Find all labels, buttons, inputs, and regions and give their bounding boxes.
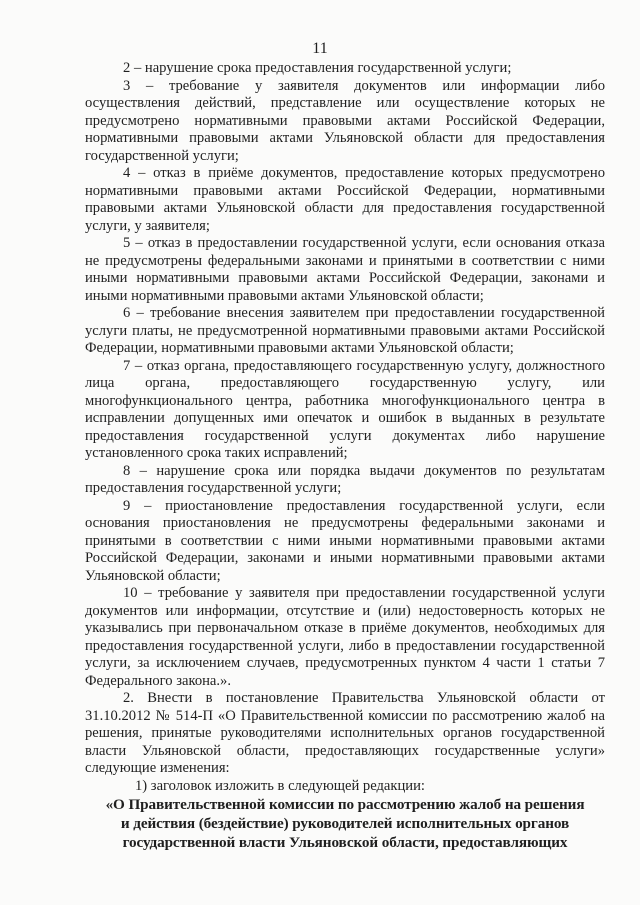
list-item-7: 7 – отказ органа, предоставляющего государственную услугу, должностного лица органа, предоставляющего государственную услугу, или многофункционального центра, работника многофункционального центра в исправлении допущенных ими опечаток и ошибок в выданных в результате предоставления государственной услуги документах либо нарушение установленного срока таких исправлений;: [85, 357, 605, 461]
heading-line: и действия (бездействие) руководителей исполнительных органов: [120, 815, 570, 832]
heading-line: «О Правительственной комиссии по рассмотрению жалоб на решения: [105, 796, 585, 813]
list-item-2: 2 – нарушение срока предоставления государственной услуги;: [123, 60, 512, 76]
document-body: [85, 60, 605, 852]
new-title-heading: [85, 795, 605, 852]
sub-item-1: 1) заголовок изложить в следующей редакции:: [135, 777, 425, 794]
list-item-8: 8 – нарушение срока или порядка выдачи документов по результатам предоставления государственной услуги;: [85, 462, 605, 496]
list-item-3: 3 – требование у заявителя документов или информации либо осуществления действий, представление или осуществление которых не предусмотрено нормативными правовыми актами Российской Федерации, нормативными правовыми актами Ульяновской области для предоставления государственной услуги;: [85, 77, 605, 164]
list-item-9: 9 – приостановление предоставления государственной услуги, если основания приостановления не предусмотрены федеральными законами и принятыми в соответствии с ними иными нормативными правовыми актами Российской Федерации, законами и иными нормативными правовыми актами Ульяновской области;: [85, 497, 605, 584]
page-number: 11: [312, 40, 328, 57]
list-item-6: 6 – требование внесения заявителем при предоставлении государственной услуги платы, не предусмотренной нормативными правовыми актами Российской Федерации, нормативными правовыми актами Ульяновской области;: [85, 305, 605, 356]
list-item-4: 4 – отказ в приёме документов, предоставление которых предусмотрено нормативными правовыми актами Российской Федерации, нормативными правовыми актами Ульяновской области для предоставления государственной услуги, у заявителя;: [85, 165, 605, 234]
section-2-paragraph: 2. Внести в постановление Правительства Ульяновской области от 31.10.2012 № 514-П «О Правительственной комиссии по рассмотрению жалоб на решения, принятые руководителями исполнительных органов государственной власти Ульяновской области, предоставляющих государственные услуги» следующие изменения:: [85, 690, 605, 776]
heading-line: государственной власти Ульяновской области, предоставляющих: [122, 834, 568, 851]
list-item-10: 10 – требование у заявителя при предоставлении государственной услуги документов или информации, отсутствие и (или) недостоверность которых не указывались при первоначальном отказе в приёме документов, необходимых для предоставления государственной услуги, либо в предоставлении государственной услуги, за исключением случаев, предусмотренных пунктом 4 части 1 статьи 7 Федерального закона.».: [85, 585, 605, 689]
list-item-5: 5 – отказ в предоставлении государственной услуги, если основания отказа не предусмотрены федеральными законами и принятыми в соответствии с ними иными нормативными правовыми актами Российской Федерации, законами и иными нормативными правовыми актами Ульяновской области;: [85, 235, 605, 304]
